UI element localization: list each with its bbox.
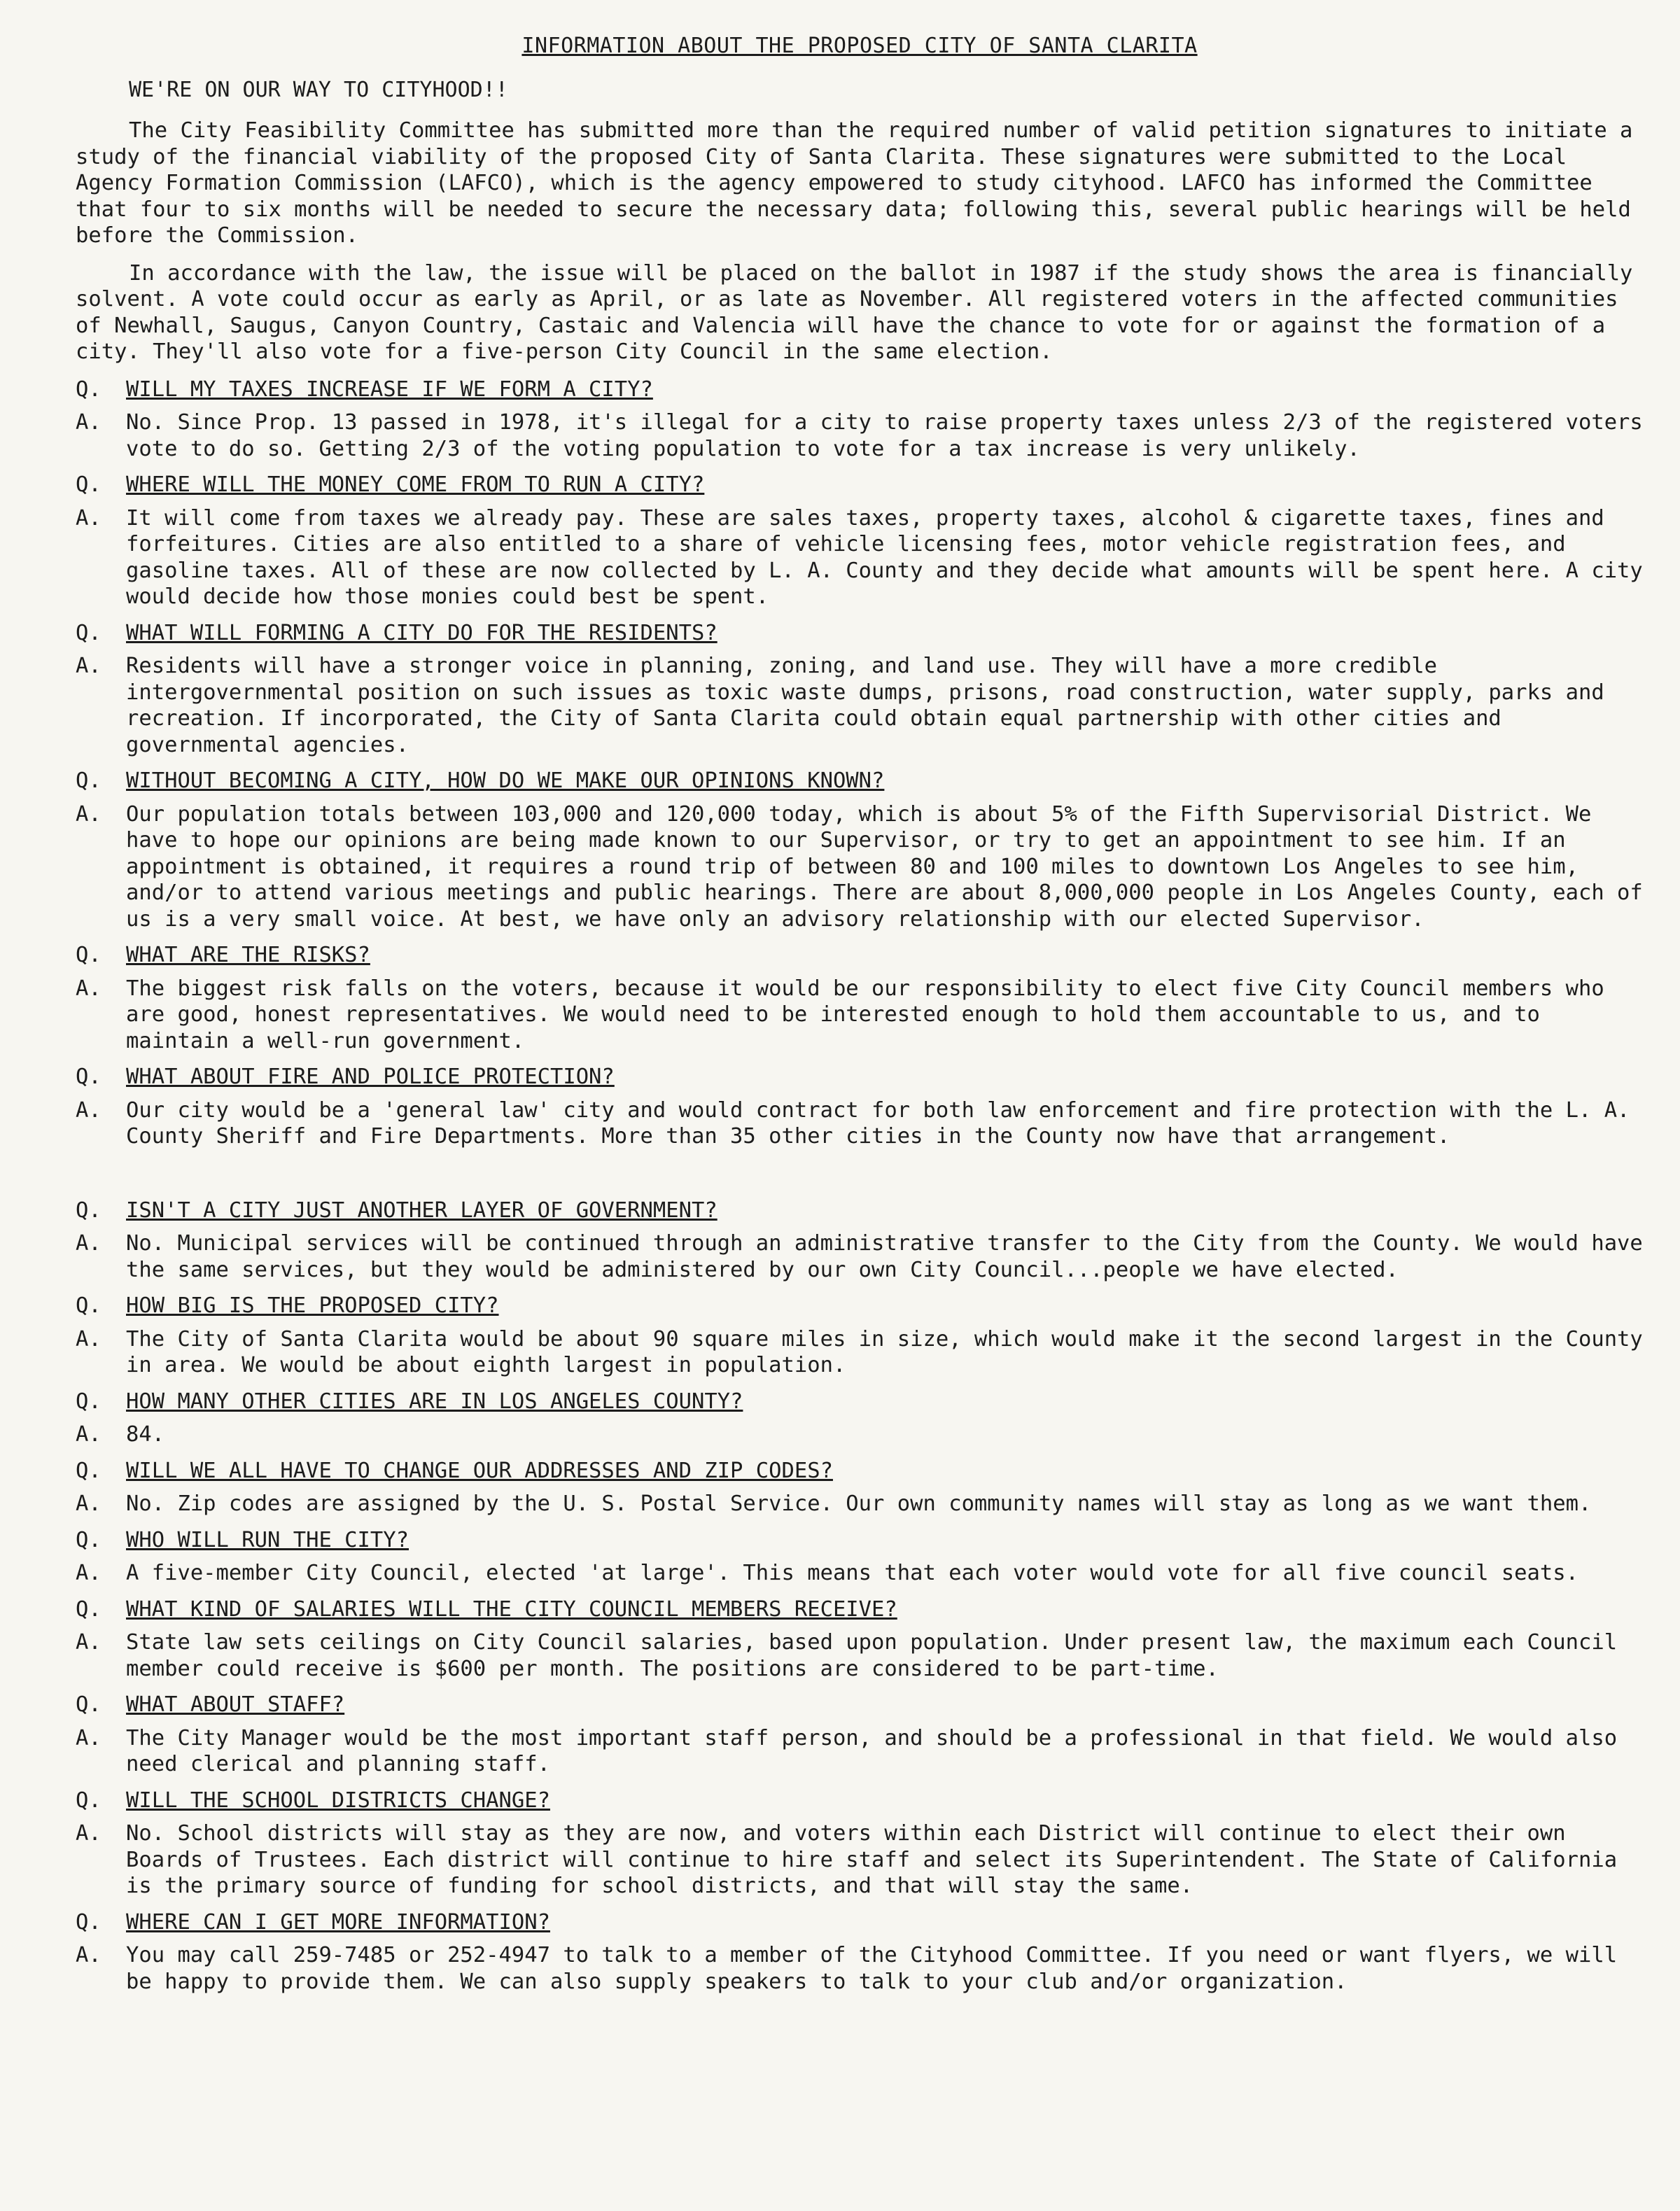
answer-row: [76, 976, 1644, 1055]
answer-label: A.: [76, 1561, 102, 1585]
answer-row: [76, 1560, 1644, 1587]
answer-row: [76, 1422, 1644, 1448]
answer-row: [76, 653, 1644, 758]
answer-row: [76, 1942, 1644, 1995]
answer-text: A five-member City Council, elected 'at large'. This means that each voter would vote for all five council seats.: [126, 1561, 1578, 1585]
qa-list: [76, 377, 1644, 1995]
answer-label: A.: [76, 410, 102, 435]
answer-text: The City Manager would be the most important staff person, and should be a professional in that field. We would also need clerical and planning staff.: [126, 1725, 1618, 1776]
answer-text: The City of Santa Clarita would be about 90 square miles in size, which would make it the second largest in the County in area. We would be about eighth largest in population.: [126, 1326, 1643, 1377]
question-row: [76, 1596, 1644, 1623]
answer-text: 84.: [126, 1422, 165, 1447]
question-text: WILL MY TAXES INCREASE IF WE FORM A CITY?: [126, 377, 653, 402]
answer-row: [76, 1820, 1644, 1900]
question-row: [76, 1788, 1644, 1814]
answer-label: A.: [76, 505, 102, 531]
question-label: Q.: [76, 1065, 102, 1089]
question-label: Q.: [76, 1293, 102, 1318]
answer-row: [76, 1326, 1644, 1379]
question-label: Q.: [76, 620, 102, 645]
answer-text: You may call 259-7485 or 252-4947 to talk to a member of the Cityhood Committee. If you need or want flyers, we will be happy to provide them. We can also supply speakers to talk to your club and/or organization.: [126, 1943, 1618, 1994]
answer-row: [76, 1725, 1644, 1778]
answer-label: A.: [76, 976, 102, 1001]
question-label: Q.: [76, 1458, 102, 1483]
question-row: [76, 942, 1644, 969]
question-text: WHO WILL RUN THE CITY?: [126, 1527, 409, 1552]
answer-text: It will come from taxes we already pay. These are sales taxes, property taxes, alcohol & cigarette taxes, fines and forfeitures. Cities are also entitled to a share of vehicle licensing fees, motor vehicle registration fees, and gasoline taxes. All of these are now collected by L. A. County and they decide what amounts will be spent here. A city would decide how those monies could best be spent.: [126, 505, 1643, 609]
question-row: [76, 1064, 1644, 1090]
answer-text: The biggest risk falls on the voters, because it would be our responsibility to elect five City Council members who are good, honest representatives. We would need to be interested enough to hold them accountable to us, and to maintain a well-run government.: [126, 976, 1604, 1053]
answer-text: No. Zip codes are assigned by the U. S. Postal Service. Our own community names will stay as long as we want them.: [126, 1491, 1592, 1516]
question-text: WHAT WILL FORMING A CITY DO FOR THE RESIDENTS?: [126, 620, 718, 645]
question-text: ISN'T A CITY JUST ANOTHER LAYER OF GOVERNMENT?: [126, 1198, 718, 1223]
question-text: WHAT ABOUT STAFF?: [126, 1692, 345, 1717]
question-row: [76, 1692, 1644, 1718]
question-text: WITHOUT BECOMING A CITY, HOW DO WE MAKE OUR OPINIONS KNOWN?: [126, 768, 885, 793]
question-label: Q.: [76, 1527, 102, 1552]
question-text: WHERE WILL THE MONEY COME FROM TO RUN A CITY?: [126, 472, 705, 497]
question-row: [76, 1909, 1644, 1936]
question-text: WHAT ABOUT FIRE AND POLICE PROTECTION?: [126, 1065, 615, 1089]
question-label: Q.: [76, 1596, 102, 1622]
answer-row: [76, 505, 1644, 610]
question-label: Q.: [76, 1198, 102, 1223]
answer-row: [76, 801, 1644, 933]
answer-label: A.: [76, 1326, 102, 1352]
answer-label: A.: [76, 1630, 102, 1655]
question-label: Q.: [76, 377, 102, 402]
question-text: WILL WE ALL HAVE TO CHANGE OUR ADDRESSES AND ZIP CODES?: [126, 1458, 833, 1483]
question-label: Q.: [76, 1692, 102, 1717]
answer-text: Our city would be a 'general law' city and would contract for both law enforcement and fire protection with the L. A. County Sheriff and Fire Departments. More than 35 other cities in the County now have that arrangement.: [126, 1097, 1630, 1149]
spacer: [76, 1160, 1644, 1188]
answer-text: Residents will have a stronger voice in planning, zoning, and land use. They will have a more credible intergovernmental position on such issues as toxic waste dumps, prisons, road construction, water supply, parks and recreation. If incorporated, the City of Santa Clarita could obtain equal partnership with other cities and governmental agencies.: [126, 654, 1604, 757]
answer-label: A.: [76, 1821, 102, 1846]
question-label: Q.: [76, 1788, 102, 1813]
question-label: Q.: [76, 472, 102, 497]
question-text: HOW BIG IS THE PROPOSED CITY?: [126, 1293, 499, 1318]
answer-text: State law sets ceilings on City Council salaries, based upon population. Under present law, the maximum each Council member could receive is $600 per month. The positions are considered to be part-time.: [126, 1630, 1618, 1681]
answer-row: [76, 1097, 1644, 1150]
answer-label: A.: [76, 1422, 102, 1447]
question-row: [76, 1527, 1644, 1554]
question-text: WHAT KIND OF SALARIES WILL THE CITY COUNCIL MEMBERS RECEIVE?: [126, 1596, 897, 1622]
answer-label: A.: [76, 1725, 102, 1750]
answer-label: A.: [76, 1491, 102, 1516]
answer-text: Our population totals between 103,000 and 120,000 today, which is about 5% of the Fifth Supervisorial District. We have to hope our opinions are being made known to our Supervisor, or try to get an appointment to see him. If an appointment is obtained, it requires a round trip of between 80 and 100 miles to downtown Los Angeles to see him, and/or to attend various meetings and public hearings. There are about 8,000,000 people in Los Angeles County, each of us is a very small voice. At best, we have only an advisory relationship with our elected Supervisor.: [126, 801, 1643, 932]
question-row: [76, 472, 1644, 498]
question-text: WHERE CAN I GET MORE INFORMATION?: [126, 1909, 550, 1935]
answer-row: [76, 409, 1644, 462]
question-text: WHAT ARE THE RISKS?: [126, 943, 370, 967]
intro-paragraph: In accordance with the law, the issue will be placed on the ballot in 1987 if the study shows the area is financially solvent. A vote could occur as early as April, or as late as November. All registered voters in the affected communities of Newhall, Saugus, Canyon Country, Castaic and Valencia will have the chance to vote for or against the formation of a city. They'll also vote for a five-person City Council in the same election.: [76, 260, 1633, 364]
answer-text: No. School districts will stay as they are now, and voters within each District will continue to elect their own Boards of Trustees. Each district will continue to hire staff and select its Superintendent. The State of California is the primary source of funding for school districts, and that will stay the same.: [126, 1821, 1618, 1898]
question-row: [76, 620, 1644, 647]
question-label: Q.: [76, 943, 102, 967]
question-label: Q.: [76, 1909, 102, 1935]
answer-label: A.: [76, 1097, 102, 1123]
answer-row: [76, 1491, 1644, 1517]
question-row: [76, 1293, 1644, 1319]
question-text: HOW MANY OTHER CITIES ARE IN LOS ANGELES COUNTY?: [126, 1389, 743, 1414]
document-title: INFORMATION ABOUT THE PROPOSED CITY OF SANTA CLARITA: [522, 34, 1198, 58]
answer-row: [76, 1230, 1644, 1283]
answer-text: No. Since Prop. 13 passed in 1978, it's illegal for a city to raise property taxes unless 2/3 of the registered voters vote to do so. Getting 2/3 of the voting population to vote for a tax increase is very unlikely.: [126, 410, 1643, 461]
answer-label: A.: [76, 801, 102, 827]
intro-paragraph: The City Feasibility Committee has submitted more than the required number of valid petition signatures to initiate a study of the financial viability of the proposed City of Santa Clarita. These signatures were submitted to the Local Agency Formation Commission (LAFCO), which is the agency empowered to study cityhood. LAFCO has informed the Committee that four to six months will be needed to secure the necessary data; following this, several public hearings will be held before the Commission.: [76, 118, 1633, 248]
question-row: [76, 377, 1644, 403]
question-text: WILL THE SCHOOL DISTRICTS CHANGE?: [126, 1788, 550, 1813]
subheading: WE'RE ON OUR WAY TO CITYHOOD!!: [129, 78, 508, 102]
answer-text: No. Municipal services will be continued through an administrative transfer to the City from the County. We would have the same services, but they would be administered by our own City Council...people we have elected.: [126, 1231, 1643, 1282]
answer-label: A.: [76, 1943, 102, 1967]
question-row: [76, 1458, 1644, 1484]
answer-label: A.: [76, 654, 102, 678]
answer-label: A.: [76, 1231, 102, 1256]
answer-row: [76, 1629, 1644, 1682]
question-label: Q.: [76, 1389, 102, 1414]
question-row: [76, 1198, 1644, 1224]
question-row: [76, 768, 1644, 794]
question-label: Q.: [76, 768, 102, 793]
question-row: [76, 1389, 1644, 1415]
